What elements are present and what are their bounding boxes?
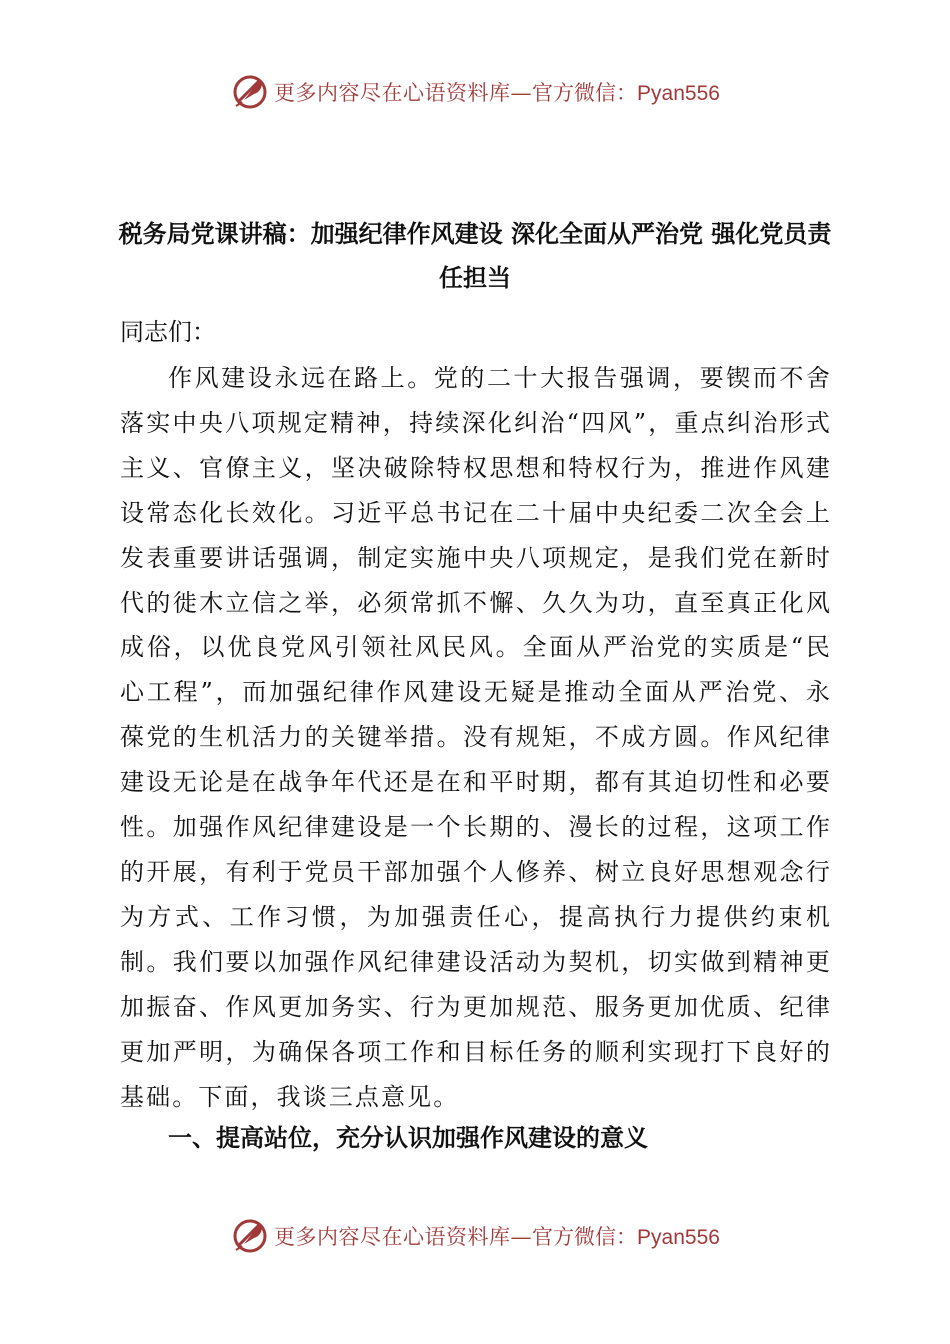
document-title: 税务局党课讲稿：加强纪律作风建设 深化全面从严治党 强化党员责任担当 [118,220,832,292]
watermark-banner-top [0,70,950,114]
quill-logo-icon [230,72,270,112]
section-heading: 一、提高站位，充分认识加强作风建设的意义 [168,1124,648,1152]
watermark-wechat: 官方微信：Pyan556 [532,82,720,105]
body-paragraph: 作风建设永远在路上。党的二十大报告强调，要锲而不舍落实中央八项规定精神，持续深化纠治“四风”，重点纠治形式主义、官僚主义，坚决破除特权思想和特权行为，推进作风建设常态化长效化。习近平总书记在二十届中央纪委二次全会上发表重要讲话强调，制定实施中央八项规定，是我们党在新时代的徙木立信之举，必须常抓不懈、久久为功，直至真正化风成俗，以优良党风引领社风民风。全面从严治党的实质是“民心工程”，而加强纪律作风建设无疑是推动全面从严治党、永葆党的生机活力的关键举措。没有规矩，不成方圆。作风纪律建设无论是在战争年代还是在和平时期，都有其迫切性和必要性。加强作风纪律建设是一个长期的、漫长的过程，这项工作的开展，有利于党员干部加强个人修养、树立良好思想观念行为方式、工作习惯，为加强责任心，提高执行力提供约束机制。我们要以加强作风纪律建设活动为契机，切实做到精神更加振奋、作风更加务实、行为更加规范、服务更加优质、纪律更加严明，为确保各项工作和目标任务的顺利实现打下良好的基础。下面，我谈三点意见。 [120,364,832,1111]
watermark-text: 更多内容尽在心语资料库— [274,81,533,105]
watermark-wechat: 官方微信：Pyan556 [532,1226,720,1249]
watermark-text: 更多内容尽在心语资料库— [274,1225,533,1249]
watermark-banner-bottom [0,1214,950,1258]
quill-logo-icon [230,1216,270,1256]
greeting: 同志们： [120,318,216,346]
